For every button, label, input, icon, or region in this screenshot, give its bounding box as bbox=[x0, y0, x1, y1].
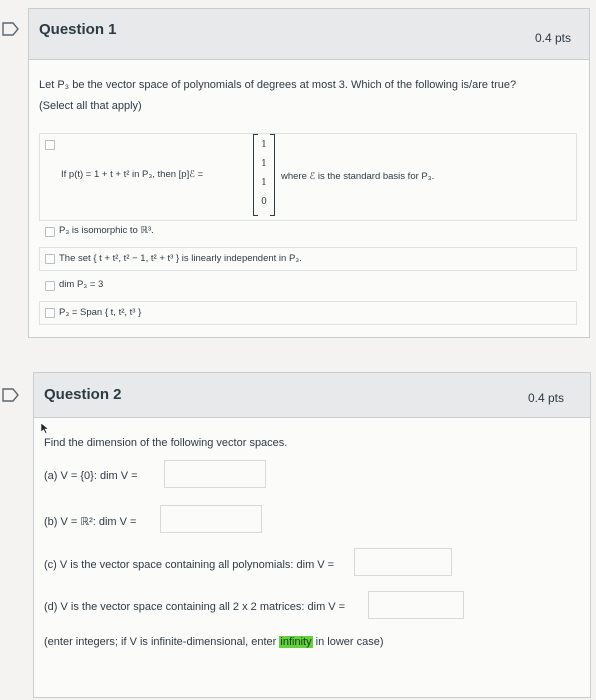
question-points: 0.4 pts bbox=[527, 391, 564, 405]
flag-question-icon[interactable] bbox=[2, 22, 20, 36]
part-b-label: (b) V = ℝ²: dim V = bbox=[44, 516, 137, 528]
answer-instructions: (enter integers; if V is infinite-dimensional, enter infinity in lower case) bbox=[44, 636, 384, 648]
matrix-entry: 1 bbox=[261, 140, 267, 150]
coordinate-vector-matrix bbox=[253, 134, 275, 216]
option-checkbox[interactable] bbox=[45, 140, 55, 150]
question-prompt: Find the dimension of the following vector spaces. bbox=[44, 437, 288, 449]
question-instruction: (Select all that apply) bbox=[39, 100, 142, 112]
option-checkbox[interactable] bbox=[45, 308, 55, 318]
option-checkbox[interactable] bbox=[45, 254, 55, 264]
part-c-input[interactable] bbox=[354, 548, 452, 576]
question-points: 0.4 pts bbox=[534, 31, 571, 45]
option-5-label: P₃ = Span { t, t², t³ } bbox=[59, 307, 142, 318]
part-c-label: (c) V is the vector space containing all polynomials: dim V = bbox=[44, 559, 335, 571]
question-prompt: Let P₃ be the vector space of polynomials of degrees at most 3. Which of the following is/are true? bbox=[39, 79, 517, 91]
question-title: Question 1 bbox=[39, 21, 117, 38]
part-d-input[interactable] bbox=[368, 591, 464, 619]
option-3-label: The set { t + t², t² − 1, t² + t³ } is linearly independent in P₃. bbox=[59, 253, 302, 264]
option-1-tail: where ℰ is the standard basis for P₃. bbox=[281, 171, 435, 182]
matrix-entry: 1 bbox=[261, 178, 267, 188]
question-1-card bbox=[28, 8, 590, 338]
answer-option-4[interactable] bbox=[39, 275, 577, 297]
option-2-label: P₃ is isomorphic to ℝ³. bbox=[59, 225, 154, 236]
part-a-input[interactable] bbox=[164, 460, 266, 488]
flag-question-icon[interactable] bbox=[2, 388, 20, 402]
option-checkbox[interactable] bbox=[45, 227, 55, 237]
option-4-label: dim P₃ = 3 bbox=[59, 279, 104, 290]
option-checkbox[interactable] bbox=[45, 281, 55, 291]
question-header bbox=[34, 373, 590, 418]
highlighted-word: infinity bbox=[280, 636, 312, 648]
part-a-label: (a) V = {0}: dim V = bbox=[44, 470, 138, 482]
question-header bbox=[29, 9, 589, 60]
part-b-input[interactable] bbox=[160, 505, 262, 533]
matrix-entry: 0 bbox=[261, 197, 267, 207]
part-d-label: (d) V is the vector space containing all 2 x 2 matrices: dim V = bbox=[44, 601, 346, 613]
matrix-entry: 1 bbox=[261, 159, 267, 169]
option-1-lead: If p(t) = 1 + t + t² in P₃, then [p]ℰ = bbox=[61, 169, 204, 180]
question-title: Question 2 bbox=[44, 386, 122, 403]
question-2-card bbox=[33, 372, 591, 698]
